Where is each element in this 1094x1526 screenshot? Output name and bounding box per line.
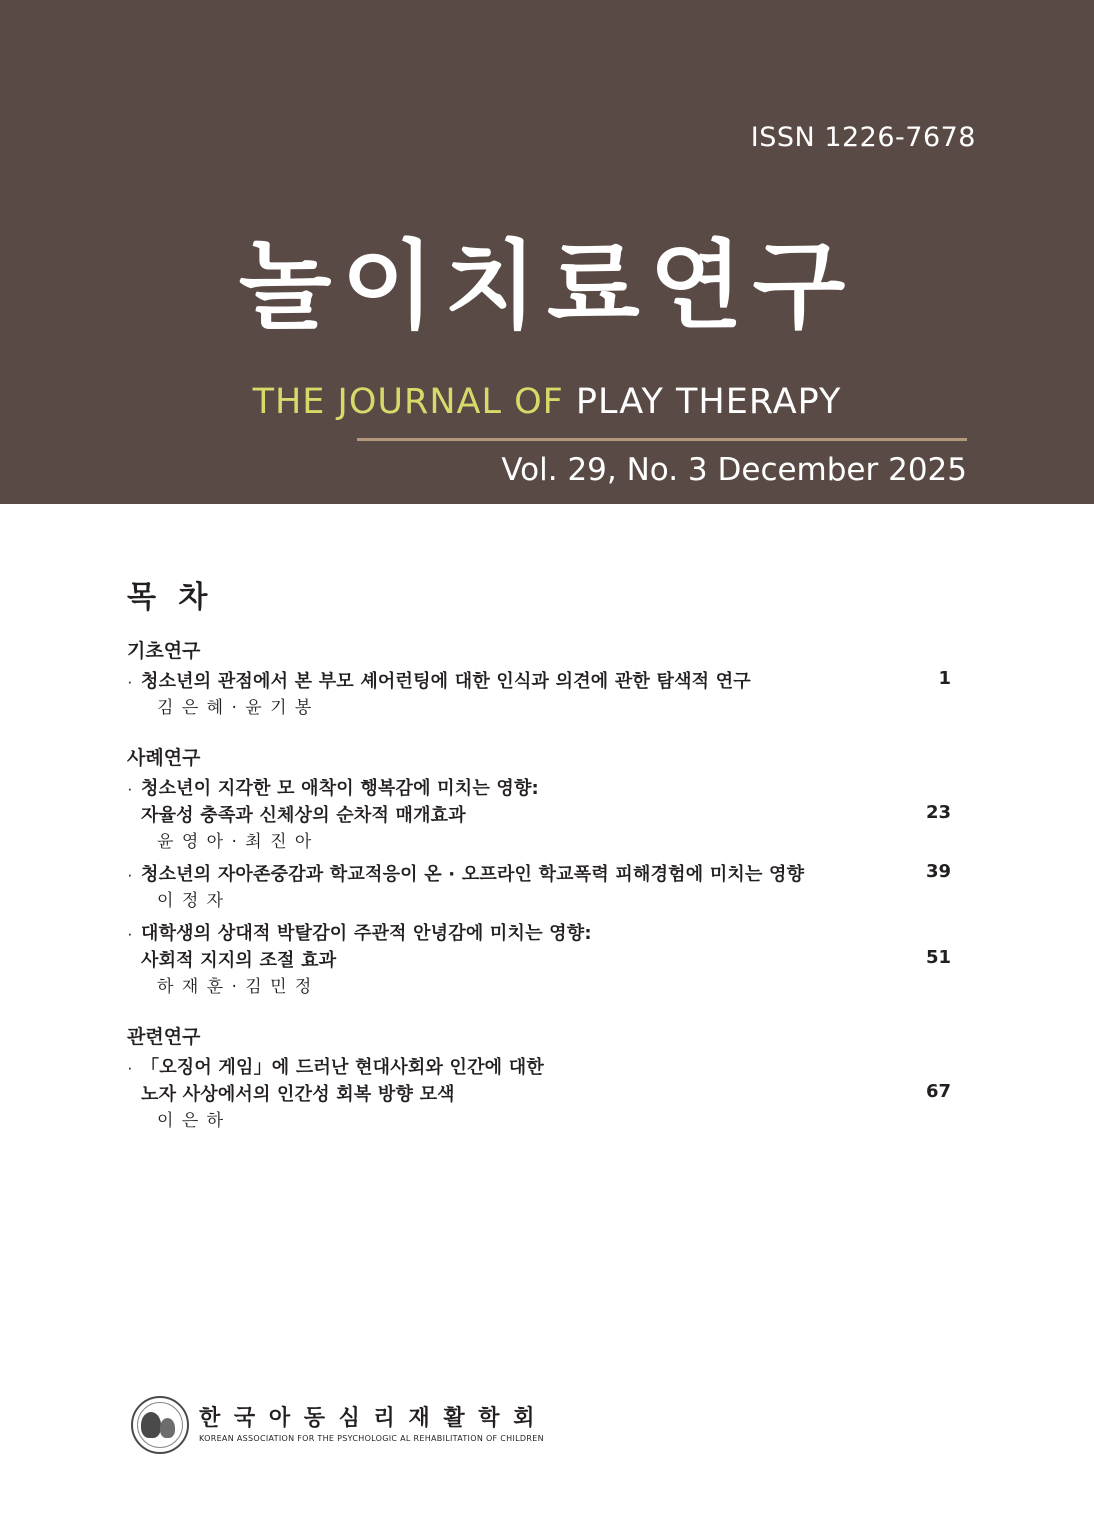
toc-entry-title: 청소년의 관점에서 본 부모 셰어런팅에 대한 인식과 의견에 관한 탐색적 연구	[141, 671, 751, 692]
bullet-icon: ·	[127, 1058, 133, 1077]
society-name-korean: 한 국 아 동 심 리 재 활 학 회	[199, 1406, 538, 1432]
toc-section-label: 기초연구	[127, 640, 201, 662]
bullet-icon: ·	[127, 672, 133, 691]
toc-entry[interactable]	[127, 1054, 951, 1134]
toc-entry-page: 23	[925, 802, 951, 823]
society-emblem-icon	[131, 1396, 189, 1454]
toc-entry-authors: 윤 영 아 · 최 진 아	[157, 832, 313, 852]
toc-entry-title: 청소년이 지각한 모 애착이 행복감에 미치는 영향:	[141, 778, 539, 799]
title-divider	[357, 438, 967, 441]
journal-title-english	[0, 382, 1094, 422]
toc-entry-page: 51	[925, 947, 951, 968]
journal-title-korean: 놀이치료연구	[238, 230, 856, 342]
issn-text: ISSN 1226-7678	[750, 122, 976, 153]
toc-entry-authors: 이 은 하	[157, 1111, 225, 1131]
bullet-icon: ·	[127, 865, 133, 884]
toc-entry[interactable]	[127, 668, 951, 721]
toc-section-label: 사례연구	[127, 747, 201, 769]
toc-entry-title-line2: 사회적 지지의 조절 효과	[141, 950, 337, 971]
toc-entry-title: 청소년의 자아존중감과 학교적응이 온 · 오프라인 학교폭력 피해경험에 미치는 영향	[141, 864, 805, 885]
toc-entry[interactable]	[127, 861, 951, 914]
society-name-english: KOREAN ASSOCIATION FOR THE PSYCHOLOGIC AL REHABILITATION OF CHILDREN	[199, 1433, 544, 1443]
society-footer	[131, 1396, 544, 1454]
toc-entry-page: 67	[925, 1081, 951, 1102]
table-of-contents	[127, 636, 951, 1140]
toc-entry-title: 대학생의 상대적 박탈감이 주관적 안녕감에 미치는 영향:	[141, 923, 592, 944]
toc-entry-page: 1	[938, 668, 951, 689]
bullet-icon: ·	[127, 779, 133, 798]
cover-header-band	[0, 0, 1094, 504]
toc-entry-title-line2: 노자 사상에서의 인간성 회복 방향 모색	[141, 1084, 455, 1105]
journal-title-english-rest: PLAY THERAPY	[575, 382, 842, 422]
toc-section-label: 관련연구	[127, 1026, 201, 1048]
journal-title-english-highlight: THE JOURNAL OF	[252, 382, 576, 422]
contents-heading: 목 차	[127, 580, 214, 615]
toc-entry-page: 39	[925, 861, 951, 882]
toc-entry[interactable]	[127, 920, 951, 1000]
toc-entry-authors: 김 은 혜 · 윤 기 봉	[157, 698, 313, 718]
bullet-icon: ·	[127, 924, 133, 943]
toc-entry-title: 「오징어 게임」에 드러난 현대사회와 인간에 대한	[141, 1057, 544, 1078]
toc-entry[interactable]	[127, 775, 951, 855]
toc-entry-title-line2: 자율성 충족과 신체상의 순차적 매개효과	[141, 805, 466, 826]
volume-issue-date: Vol. 29, No. 3 December 2025	[501, 452, 967, 488]
toc-entry-authors: 하 재 훈 · 김 민 정	[157, 977, 313, 997]
toc-entry-authors: 이 정 자	[157, 891, 225, 911]
